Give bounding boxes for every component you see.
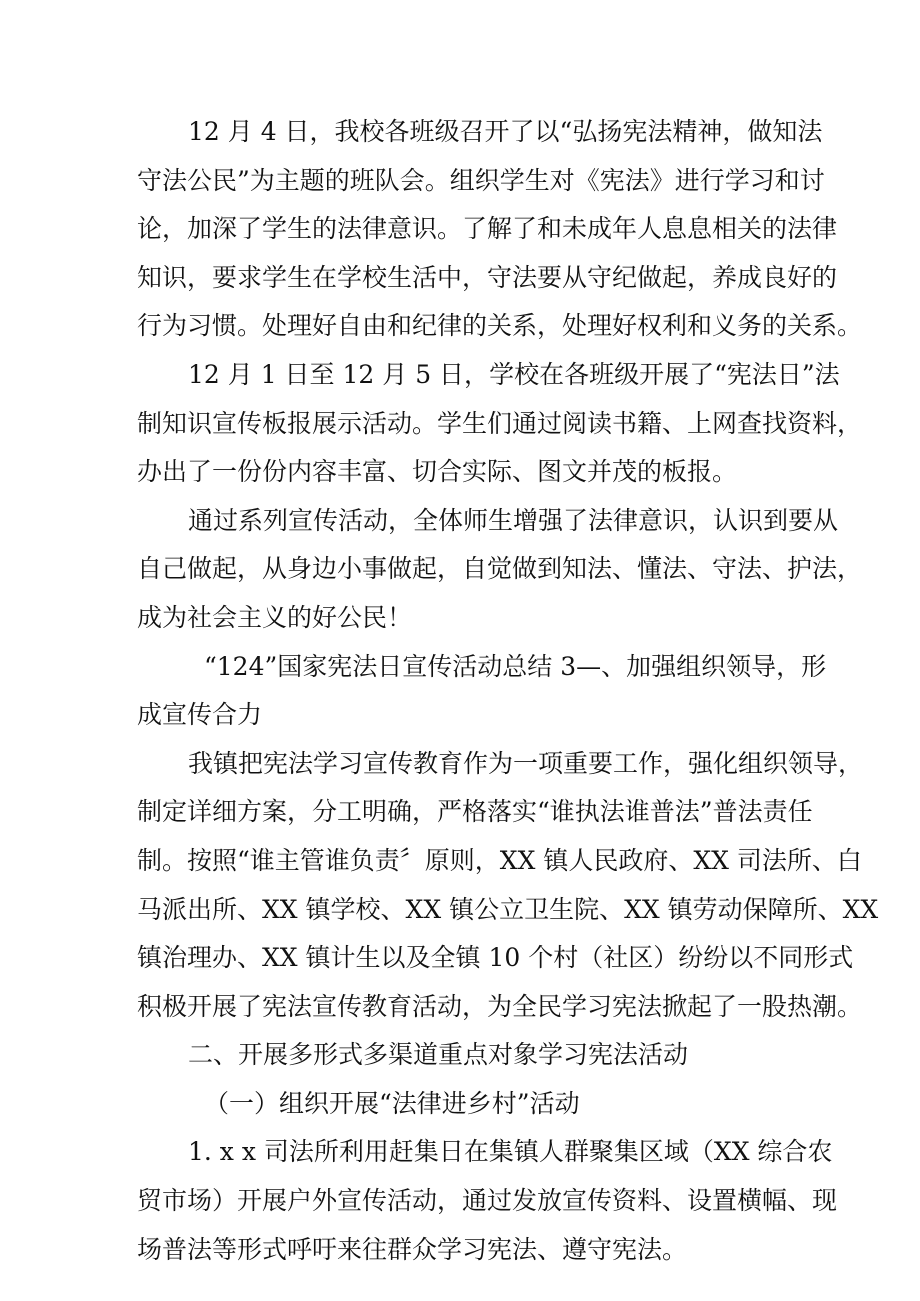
text-line: 1. x x 司法所利用赶集日在集镇人群聚集区域（XX 综合农 xyxy=(188,1137,833,1167)
sub-heading-law-to-village xyxy=(137,1080,787,1129)
paragraph-blackboard-activity xyxy=(137,351,863,497)
text-line: 通过系列宣传活动，全体师生增强了法律意识，认识到要从 xyxy=(188,505,839,535)
text-line: 马派出所、XX 镇学校、XX 镇公立卫生院、XX 镇劳动保障所、XX xyxy=(137,894,879,924)
paragraph-organization-leadership xyxy=(137,740,879,1032)
text-line: 知识，要求学生在学校生活中，守法要从守纪做起，养成良好的 xyxy=(137,262,838,292)
text-line: 12 月 4 日，我校各班级召开了以“弘扬宪法精神，做知法 xyxy=(188,117,823,146)
text-line: 我镇把宪法学习宣传教育作为一项重要工作，强化组织领导， xyxy=(188,748,864,778)
text-line: 12 月 1 日至 12 月 5 日，学校在各班级开展了“宪法日”法 xyxy=(188,359,840,389)
paragraph-class-meeting xyxy=(137,108,863,351)
section-title-summary-3 xyxy=(137,643,827,740)
text-line: 成为社会主义的好公民！ xyxy=(137,602,413,632)
text-line: 守法公民”为主题的班队会。组织学生对《宪法》进行学习和讨 xyxy=(137,165,825,195)
text-line: 论，加深了学生的法律意识。了解了和未成年人息息相关的法律 xyxy=(137,214,838,244)
text-line: 制。按照“谁主管谁负责〞原则，XX 镇人民政府、XX 司法所、白 xyxy=(137,845,862,875)
text-line: 镇治理办、XX 镇计生以及全镇 10 个村（社区）纷纷以不同形式 xyxy=(137,943,854,973)
text-line: 制知识宣传板报展示活动。学生们通过阅读书籍、上网查找资料， xyxy=(137,408,863,438)
document-body xyxy=(137,108,879,1274)
text-line: 成宣传合力 xyxy=(137,700,263,730)
text-line: 积极开展了宪法宣传教育活动，为全民学习宪法掀起了一股热潮。 xyxy=(137,991,863,1021)
text-line: 制定详细方案，分工明确，严格落实“谁执法谁普法”普法责任 xyxy=(137,797,813,827)
text-line: 自己做起，从身边小事做起，自觉做到知法、懂法、守法、护法， xyxy=(137,554,863,584)
text-line: 贸市场）开展户外宣传活动，通过发放宣传资料、设置横幅、现 xyxy=(137,1186,838,1216)
text-line: 行为习惯。处理好自由和纪律的关系，处理好权利和义务的关系。 xyxy=(137,311,863,341)
section-heading-two xyxy=(137,1031,787,1080)
text-line: （一）组织开展“法律进乡村”活动 xyxy=(204,1088,580,1118)
text-line: 场普法等形式呼吁来往群众学习宪法、遵守宪法。 xyxy=(137,1234,688,1264)
text-line: “124”国家宪法日宣传活动总结 3—、加强组织领导，形 xyxy=(204,651,827,681)
paragraph-conclusion xyxy=(137,497,863,643)
paragraph-item-1 xyxy=(137,1128,838,1274)
text-line: 二、开展多形式多渠道重点对象学习宪法活动 xyxy=(188,1040,689,1070)
text-line: 办出了一份份内容丰富、切合实际、图文并茂的板报。 xyxy=(137,457,738,487)
